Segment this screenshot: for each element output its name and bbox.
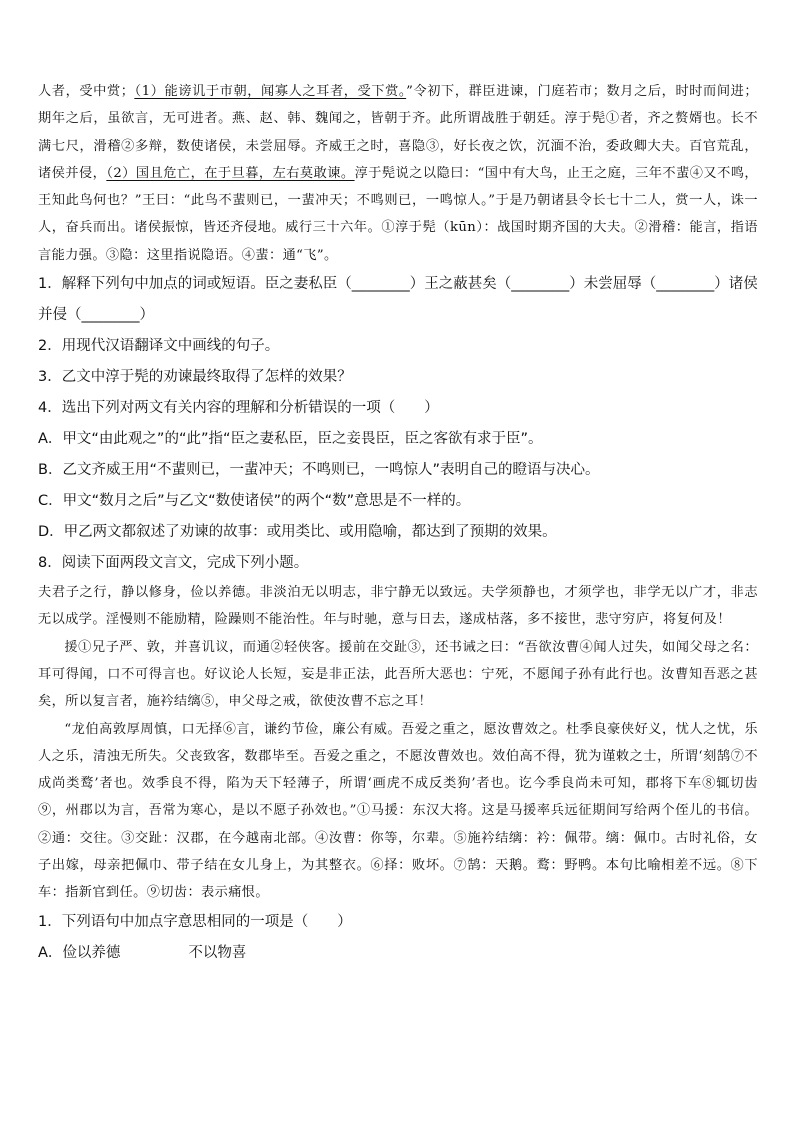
passage-b-para-2: 援①兄子严、敦，并喜讥议，而通②轻侠客。援前在交趾③，还书诫之曰：“吾欲汝曹④闻人过失，如闻父母之名：耳可得闻，口不可得言也。好议论人长短，妄是非正法，此吾所大恶也：宁死，不愿闻子孙有此行也。汝曹知吾恶之甚矣，所以复言者，施衿结缡⑤，申父母之戒，欲使汝曹不忘之耳！	[38, 639, 758, 710]
question-4: 4．选出下列对两文有关内容的理解和分析错误的一项（ ）	[38, 400, 439, 417]
option-a-left: A．俭以养德	[38, 944, 121, 961]
question-8: 8．阅读下面两段文言文，完成下列小题。	[38, 555, 309, 572]
option-a: A．甲文“由此观之”的“此”指“臣之妻私臣，臣之妾畏臣，臣之客欲有求于臣”。	[38, 431, 543, 448]
option-c: C．甲文“数月之后”与乙文“数使诸侯”的两个“数”意思是不一样的。	[38, 493, 471, 510]
passage-a-text: 人者，受中赏；	[38, 84, 135, 99]
option-a-right: 不以物喜	[188, 944, 247, 961]
sub-question-1: 1．下列语句中加点字意思相同的一项是（ ）	[38, 913, 352, 930]
document-page	[38, 78, 758, 969]
underlined-sentence-2: （2）国且危亡，在于旦暮，左右莫敢谏。	[106, 165, 355, 181]
question-1: 1．解释下列句中加点的词或短语。臣之妻私臣（________）王之蔽甚矣（________）未尝屈辱（________）诸侯并侵（________）	[38, 276, 758, 324]
underlined-sentence-1: （1）能谤讥于市朝，闻寡人之耳者，受下赏。	[134, 84, 407, 99]
passage-a-text: ”令初下，群臣进谏，门庭若市；数月之后，时时而间进；期年之后，虽欲言，无可进者。燕、赵、韩、魏闻之，皆朝于齐。此所谓战胜于朝廷。淳于髡①者，齐之赘婿也。长不满七尺，滑稽②多辩，数使诸侯，未尝屈辱。齐威王之时，喜隐③，好长夜之饮，沉湎不治，委政卿大夫。百官荒乱，诸侯并侵，	[38, 84, 758, 181]
passage-b-para-3: “龙伯高敦厚周慎，口无择⑥言，谦约节俭，廉公有威。吾爱之重之，愿汝曹效之。杜季良豪侠好义，忧人之忧，乐人之乐，清浊无所失。父丧致客，数郡毕至。吾爱之重之，不愿汝曹效也。效伯高不得，犹为谨敕之士，所谓‘刻鹄⑦不成尚类鹜’者也。效季良不得，陷为天下轻薄子，所谓‘画虎不成反类狗’者也。讫今季良尚未可知，郡将下车⑧辄切齿⑨，州郡以为言，吾常为寒心，是以不愿子孙效也。”①马援：东汉大将。这是马援率兵远征期间写给两个侄儿的书信。②通：交往。③交趾：汉郡，在今越南北部。④汝曹：你等，尔辈。⑤施衿结缡：衿：佩带。缡：佩巾。古时礼俗，女子出嫁，母亲把佩巾、带子结在女儿身上，为其整衣。⑥择：败坏。⑦鹄：天鹅。鹜：野鸭。本句比喻相差不远。⑧下车：指新官到任。⑨切齿：表示痛恨。	[38, 721, 758, 901]
question-3: 3．乙文中淳于髡的劝谏最终取得了怎样的效果？	[38, 369, 352, 386]
question-2: 2．用现代汉语翻译文中画线的句子。	[38, 338, 280, 355]
option-d: D．甲乙两文都叙述了劝谏的故事：或用类比、或用隐喻，都达到了预期的效果。	[38, 524, 557, 541]
sub-question-1-option-a	[38, 938, 758, 969]
passage-a	[38, 78, 758, 269]
passage-b-para-1: 夫君子之行，静以修身，俭以养德。非淡泊无以明志，非宁静无以致远。夫学须静也，才须学也，非学无以广才，非志无以成学。淫慢则不能励精，险躁则不能治性。年与时驰，意与日去，遂成枯落，多不接世，悲守穷庐，将复何及！	[38, 585, 758, 628]
option-b: B．乙文齐威王用“不蜚则已，一蜚冲天；不鸣则已，一鸣惊人”表明自己的瞪语与决心。	[38, 462, 600, 479]
passage-a-text: 淳于髡说之以隐曰：“国中有大鸟，止王之庭，三年不蜚④又不鸣，王知此鸟何也？”王曰：“此鸟不蜚则已，一蜚冲天；不鸣则已，一鸣惊人。”于是乃朝诸县令长七十二人，赏一人，诛一人，奋兵而出。诸侯振惊，皆还齐侵地。威行三十六年。①淳于髡（kūn）：战国时期齐国的大夫。②滑稽：能言，指语言能力强。③隐：这里指说隐语。④蜚：通“飞”。	[38, 165, 759, 263]
